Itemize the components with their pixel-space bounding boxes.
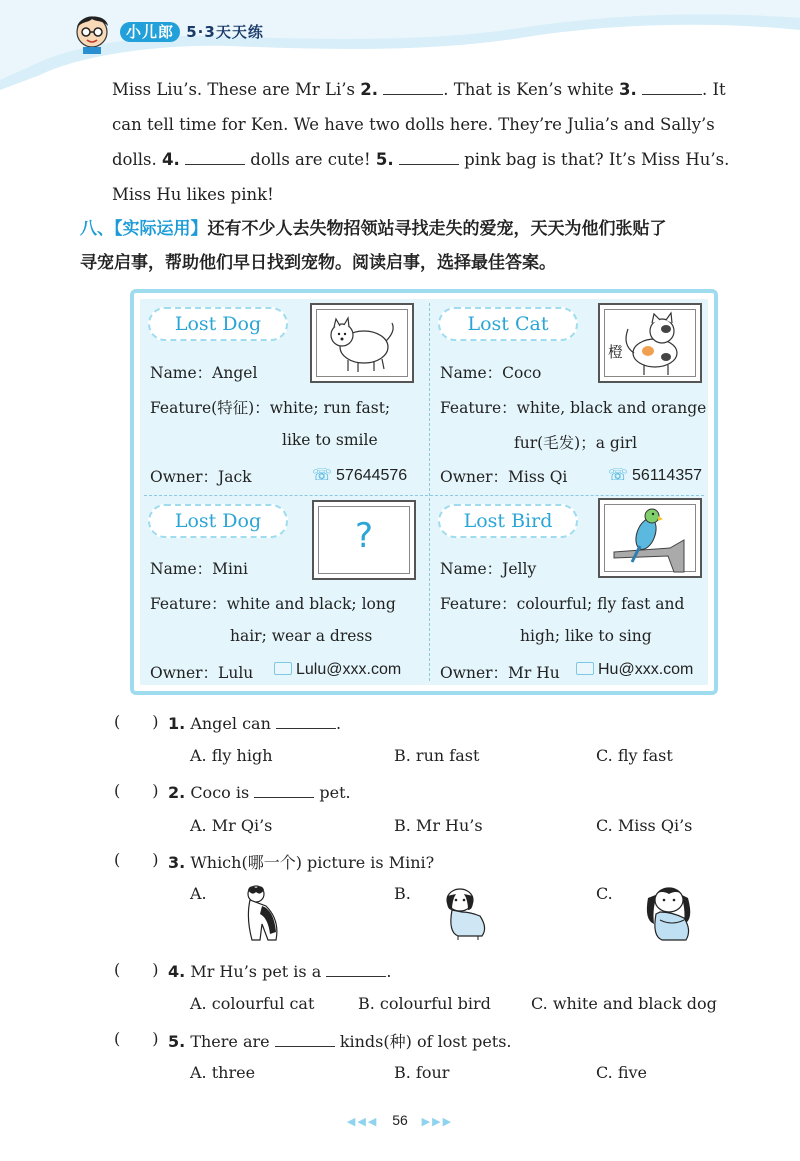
pet-name: Name：Angel [150,364,258,382]
pet-feature-cont: fur(毛发)；a girl [514,434,638,452]
option-b[interactable]: B. four [394,1063,450,1082]
right-arrows-icon: ▶▶▶ [421,1116,454,1128]
option-b[interactable]: B. Mr Hu’s [394,816,483,835]
answer-paren[interactable]: ( ) [114,960,159,979]
answer-blank-3[interactable] [642,78,702,96]
pet-owner: Owner：Mr Hu [440,664,560,682]
notice-card-angel [140,299,429,495]
option-c[interactable]: C. [596,884,613,903]
owner-contact: ☏ 57644576 [312,467,408,484]
option-a[interactable]: A. [190,884,207,903]
parrot-icon [600,500,700,576]
picture-label: 橙 [608,343,624,361]
option-a[interactable]: A. fly high [190,746,273,765]
pet-owner: Owner：Miss Qi [440,468,568,486]
phone-icon: ☏ [312,467,333,484]
page-footer [0,1112,800,1128]
section-heading [80,212,750,280]
owner-contact: ☏ 56114357 [608,467,703,484]
notice-card-jelly [430,496,714,692]
dog-picture-c[interactable] [640,880,700,946]
picture-frame [598,498,702,578]
pet-feature: Feature：colourful; fly fast and [440,595,685,613]
answer-blank[interactable] [276,712,336,729]
option-c[interactable]: C. fly fast [596,746,673,765]
option-c[interactable]: C. Miss Qi’s [596,816,693,835]
pet-owner: Owner：Jack [150,468,252,486]
answer-blank[interactable] [254,781,314,798]
answer-paren[interactable]: ( ) [114,781,159,800]
section-instruction-a: 还有不少人去失物招领站寻找走失的爱宠，天天为他们张贴了 [207,219,667,239]
passage-line-4: Miss Hu likes pink! [112,185,274,204]
header-logo [70,8,264,54]
answer-blank[interactable] [326,960,386,977]
picture-frame [310,303,414,383]
page-number: 56 [392,1112,408,1128]
option-c[interactable]: C. white and black dog [531,994,717,1013]
boy-mascot-icon [70,8,114,54]
pet-owner: Owner：Lulu [150,664,254,682]
option-c[interactable]: C. five [596,1063,648,1082]
answer-blank-2[interactable] [383,78,443,96]
notice-title: Lost Dog [148,504,288,538]
picture-frame [598,303,702,383]
pet-feature: Feature：white and black; long [150,595,396,613]
option-a[interactable]: A. colourful cat [190,994,315,1013]
section-instruction-b: 寻宠启事，帮助他们早日找到宠物。阅读启事，选择最佳答案。 [80,253,556,273]
option-a[interactable]: A. Mr Qi’s [190,816,273,835]
left-arrows-icon: ◀◀◀ [346,1116,379,1128]
pet-feature: Feature(特征)：white; run fast; [150,399,391,417]
notice-title: Lost Dog [148,307,288,341]
white-dog-icon [312,305,412,381]
notice-card-mini [140,496,429,692]
passage-line-1: Miss Liu’s. These are Mr Li’s 2. . That is Ken’s white 3. . It [112,72,738,107]
brand-title [120,21,264,42]
email-icon [576,662,594,675]
answer-paren[interactable]: ( ) [114,1029,159,1048]
picture-frame [312,500,416,580]
answer-paren[interactable]: ( ) [114,850,159,869]
owner-contact: Hu@xxx.com [576,661,693,679]
phone-icon: ☏ [608,467,629,484]
brand-name: 小儿郎 [120,22,180,42]
brand-series: 5·3天天练 [186,22,264,41]
notice-card-coco [430,299,714,495]
option-b[interactable]: B. colourful bird [358,994,491,1013]
notice-title: Lost Cat [438,307,578,341]
answer-blank-5[interactable] [399,148,459,166]
pet-feature: Feature：white, black and orange [440,399,707,417]
option-b[interactable]: B. run fast [394,746,480,765]
passage-line-3: dolls. 4. dolls are cute! 5. pink bag is that? It’s Miss Hu’s. [112,142,738,177]
notice-board-inner [140,299,708,685]
pet-feature-cont: high; like to sing [520,627,652,645]
pet-name: Name：Mini [150,560,248,578]
option-b[interactable]: B. [394,884,411,903]
dog-picture-b[interactable] [440,884,494,942]
question-mark: ? [354,516,374,556]
answer-blank-4[interactable] [185,148,245,166]
answer-paren[interactable]: ( ) [114,712,159,731]
pet-feature-cont: hair; wear a dress [230,627,373,645]
passage [112,72,738,212]
pet-feature-cont: like to smile [282,431,378,449]
email-icon [274,662,292,675]
pet-name: Name：Coco [440,364,542,382]
notice-board [130,289,718,695]
section-number: 八、 [80,219,114,239]
section-tag: 【实际运用】 [114,219,208,239]
owner-contact: Lulu@xxx.com [274,661,401,679]
option-a[interactable]: A. three [190,1063,256,1082]
notice-title: Lost Bird [438,504,578,538]
dog-picture-a[interactable] [240,884,286,946]
passage-line-2: can tell time for Ken. We have two dolls here. They’re Julia’s and Sally’s [112,115,715,134]
pet-name: Name：Jelly [440,560,537,578]
answer-blank[interactable] [275,1030,335,1047]
